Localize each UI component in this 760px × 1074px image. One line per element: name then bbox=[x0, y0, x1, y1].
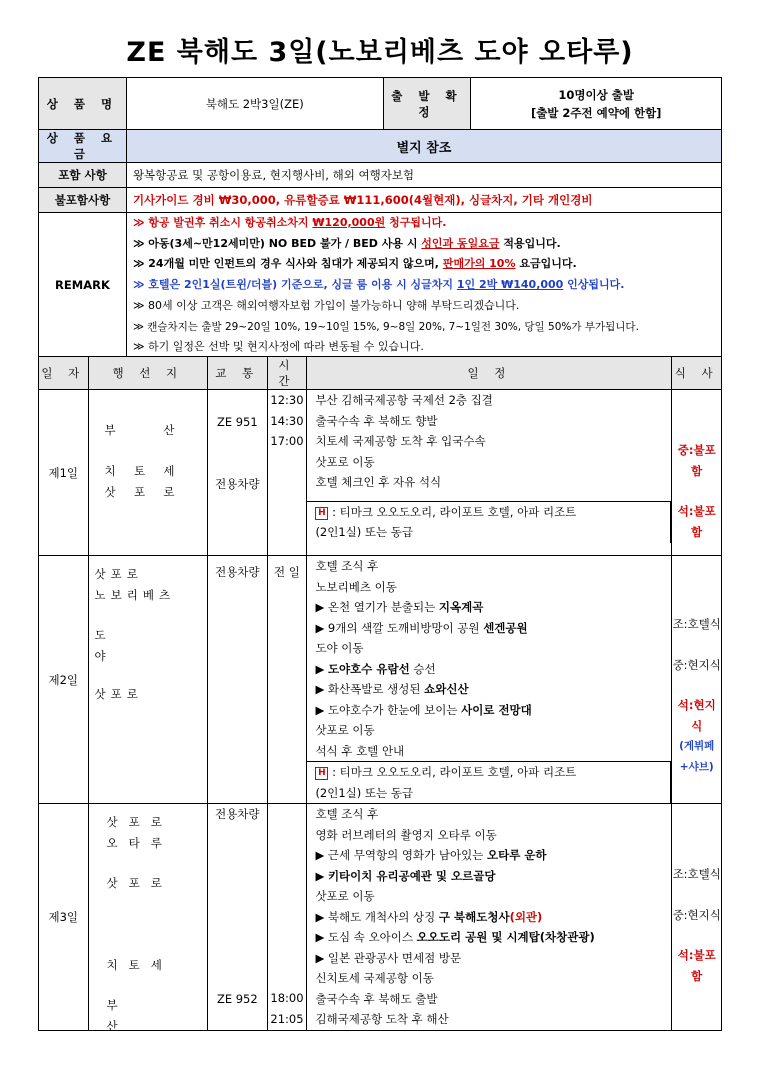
page-title: ZE 북해도 3일(노보리베츠 도야 오타루) bbox=[126, 37, 634, 68]
remark-5: ≫ 80세 이상 고객은 해외여행자보험 가입이 불가능하니 양해 부탁드리겠습니다. bbox=[132, 298, 520, 312]
day3-row bbox=[39, 804, 722, 1031]
price-label: 상 품 요 금 bbox=[39, 130, 127, 163]
day1-row bbox=[39, 390, 722, 556]
departure-confirm-label: 출 발 확 정 bbox=[383, 78, 471, 130]
hotel-icon: H bbox=[315, 507, 328, 520]
remark-1: ≫ 항공 발권후 취소시 항공취소차지 ₩120,000원 청구됩니다. bbox=[132, 216, 447, 229]
day1-label: 제1일 bbox=[39, 390, 89, 556]
day3-transport: 전용차량 ZE 952 bbox=[208, 804, 267, 1031]
header-city: 행 선 지 bbox=[88, 357, 208, 390]
product-name-value: 북해도 2박3일(ZE) bbox=[126, 78, 383, 130]
remark-4: ≫ 호텔은 2인1실(트윈/더블) 기준으로, 싱글 룸 이용 시 싱글차지 1인 2박 ₩140,000 인상됩니다. bbox=[132, 278, 625, 292]
day2-schedule: 호텔 조식 후 노보리베츠 이동 ▶ 온천 열기가 분출되는 지옥계곡 ▶ 9개의 색깔 도깨비방망이 공원 센겐공원 도야 이동 ▶ 도야호수 유람선 승선 ▶ 화산폭발로 생성된 쇼와신산 ▶ 도야호수가 한눈에 보이는 사이로 전망대 삿포로 이동 석식 후 호텔 안내 H : 티마크 오오도오리, 라이포트 호텔, 아파 리조트 (2인1실) 또는 동급 bbox=[307, 556, 672, 804]
day2-transport: 전용차량 bbox=[208, 556, 267, 804]
remark-7: ≫ 하기 일정은 선박 및 현지사정에 따라 변동될 수 있습니다. bbox=[132, 340, 424, 354]
day2-time: 전 일 bbox=[267, 556, 307, 804]
remark-2: ≫ 아동(3세~만12세미만) NO BED 불가 / BED 사용 시 성인과 동일요금 적용입니다. bbox=[132, 236, 561, 250]
day3-schedule: 호텔 조식 후 영화 러브레터의 촬영지 오타루 이동 ▶ 근세 무역항의 영화가 남아있는 오타루 운하 ▶ 키타이치 유리공예관 및 오르골당 삿포로 이동 ▶ 북해도 개척사의 상징 구 북해도청사(외관) ▶ 도심 속 오아이스 오오도리 공원 및 시계탑(차창관광) ▶ 일본 관광공사 면세점 방문 신치토세 국제공항 이동 출국수속 후 북해도 출발 김해국제공항 도착 후 해산 bbox=[307, 804, 672, 1031]
remark-label: REMARK bbox=[39, 213, 127, 359]
day3-cities: 삿포로 오타루 삿포로 치토세 부산 bbox=[88, 804, 208, 1031]
day1-times: 12:30 14:30 17:00 bbox=[267, 390, 307, 556]
header-time: 시 간 bbox=[267, 357, 307, 390]
day1-cities: 부 산 치 토 세 삿 포 로 bbox=[88, 390, 208, 556]
day2-cities: 삿포로 노보리베츠 도야 삿포로 bbox=[88, 556, 208, 804]
remark-list bbox=[126, 213, 721, 359]
product-info-table bbox=[38, 77, 722, 359]
include-value: 왕복항공료 및 공항이용료, 현지행사비, 해외 여행자보험 bbox=[126, 163, 721, 188]
day1-hotel: H : 티마크 오오도오리, 라이포트 호텔, 아파 리조트 (2인1실) 또는 동급 bbox=[307, 501, 671, 543]
day3-label: 제3일 bbox=[39, 804, 89, 1031]
include-label: 포함 사항 bbox=[39, 163, 127, 188]
day1-meals: 중:불포함 석:불포함 bbox=[672, 390, 722, 556]
remark-3: ≫ 24개월 미만 인펀트의 경우 식사와 침대가 제공되지 않으며, 판매가의 10% 요금입니다. bbox=[132, 257, 577, 271]
price-value: 별지 참조 bbox=[126, 130, 721, 163]
itinerary-table bbox=[38, 356, 722, 1031]
day1-schedule: 부산 김해국제공항 국제선 2층 집결 출국수속 후 북해도 향발 치토세 국제공항 도착 후 입국수속 삿포로 이동 호텔 체크인 후 자유 석식 H : 티마크 오오도오리, 라이포트 호텔, 아파 리조트 (2인1실) 또는 동급 bbox=[307, 390, 672, 556]
day2-label: 제2일 bbox=[39, 556, 89, 804]
header-schedule: 일 정 bbox=[307, 357, 672, 390]
exclude-label: 불포함사항 bbox=[39, 188, 127, 213]
product-name-label: 상 품 명 bbox=[39, 78, 127, 130]
header-transport: 교 통 bbox=[208, 357, 267, 390]
remark-6: ≫ 캔슬차지는 출발 29~20일 10%, 19~10일 15%, 9~8일 20%, 7~1일전 30%, 당일 50%가 부가됩니다. bbox=[132, 320, 639, 333]
day2-row bbox=[39, 556, 722, 804]
departure-confirm-value: 10명이상 출발 [출발 2주전 예약에 한함] bbox=[471, 78, 722, 130]
header-day: 일 자 bbox=[39, 357, 89, 390]
day3-times: 18:00 21:05 bbox=[267, 804, 307, 1031]
day3-meals: 조:호텔식 중:현지식 석:불포함 bbox=[672, 804, 722, 1031]
day1-transport: ZE 951 전용차량 bbox=[208, 390, 267, 556]
day2-hotel: H : 티마크 오오도오리, 라이포트 호텔, 아파 리조트 (2인1실) 또는 동급 bbox=[307, 761, 671, 803]
hotel-icon: H bbox=[315, 767, 328, 780]
day2-meals: 조:호텔식 중:현지식 석:현지식 (게뷔페+샤브) bbox=[672, 556, 722, 804]
header-meal: 식 사 bbox=[672, 357, 722, 390]
exclude-value: 기사가이드 경비 ₩30,000, 유류할증료 ₩111,600(4월현재), 싱글차지, 기타 개인경비 bbox=[126, 188, 721, 213]
